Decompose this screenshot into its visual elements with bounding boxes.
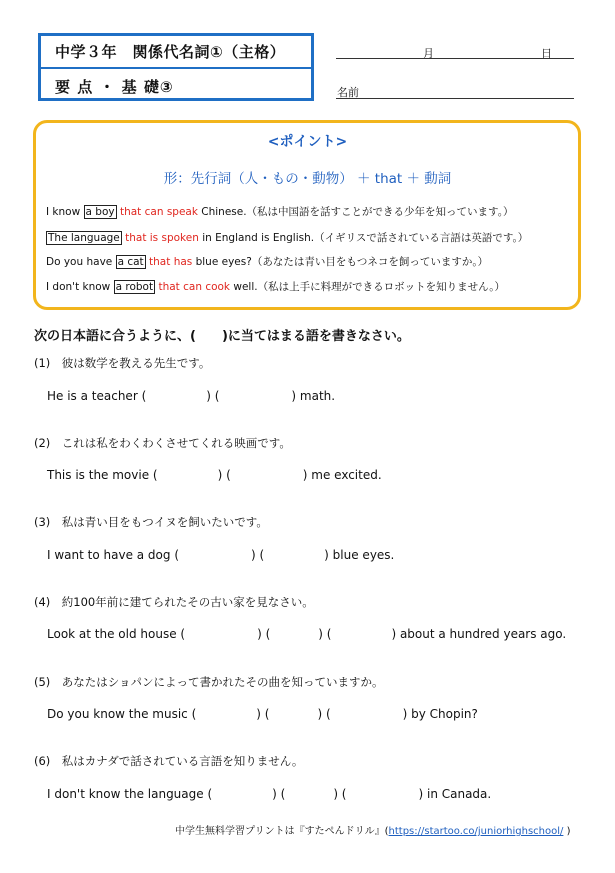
example-sentence: The language that is spoken in England is English.（イギリスで話されている言語は英語です。） bbox=[48, 232, 529, 244]
point-formula: 形：先行詞（人・もの・動物） ＋ that ＋ 動詞 bbox=[163, 171, 452, 187]
question-text: (4) 約100年前に建てられたその古い家を見なさい。 bbox=[34, 595, 314, 609]
date-line bbox=[336, 58, 574, 59]
answer-line: Look at the old house ( ) ( ) ( ) about a hundred years ago. bbox=[47, 627, 567, 641]
relative-clause: that is spoken bbox=[125, 232, 199, 244]
relative-clause: that has bbox=[149, 256, 193, 268]
footer: 中学生無料学習プリントは『すたぺんドリル』(https://startoo.co/juniorhighschool/ ) bbox=[175, 826, 571, 837]
example-sentence: I don't know a robot that can cook well.（私は上手に料理ができるロボットを知りません。） bbox=[46, 281, 505, 293]
worksheet-subtitle: 要 点 ・ 基 礎③ bbox=[55, 78, 174, 96]
antecedent-box: a robot bbox=[115, 281, 154, 293]
example-sentence: I know a boy that can speak Chinese.（私は中国語を話すことができる少年を知っています。） bbox=[46, 206, 514, 218]
month-label: 月 bbox=[423, 47, 434, 60]
point-heading: <ポイント> bbox=[267, 134, 348, 150]
answer-line: I don't know the language ( ) ( ) ( ) in Canada. bbox=[47, 787, 492, 801]
header-divider bbox=[41, 67, 311, 69]
relative-clause: that can cook bbox=[158, 281, 231, 293]
name-line bbox=[336, 98, 574, 99]
answer-line: He is a teacher ( ) ( ) math. bbox=[47, 389, 336, 403]
footer-link[interactable]: https://startoo.co/juniorhighschool/ bbox=[388, 826, 564, 837]
day-label: 日 bbox=[541, 47, 552, 60]
question-text: (3) 私は青い目をもつイヌを飼いたいです。 bbox=[34, 515, 268, 529]
example-sentence: Do you have a cat that has blue eyes?（あなたは青い目をもつネコを飼っていますか。） bbox=[46, 256, 489, 268]
answer-line: I want to have a dog ( ) ( ) blue eyes. bbox=[47, 548, 395, 562]
answer-line: Do you know the music ( ) ( ) ( ) by Chopin? bbox=[47, 707, 478, 721]
worksheet-title: 中学３年 関係代名詞①（主格） bbox=[55, 43, 286, 61]
question-text: (2) これは私をわくわくさせてくれる映画です。 bbox=[34, 436, 291, 450]
header-box bbox=[38, 33, 314, 101]
antecedent-box: a cat bbox=[117, 256, 144, 268]
answer-line: This is the movie ( ) ( ) me excited. bbox=[47, 468, 382, 482]
instruction: 次の日本語に合うように、( )に当てはまる語を書きなさい。 bbox=[34, 329, 410, 344]
antecedent-box: The language bbox=[48, 232, 120, 244]
question-text: (1) 彼は数学を教える先生です。 bbox=[34, 356, 211, 370]
relative-clause: that can speak bbox=[119, 206, 198, 218]
question-text: (6) 私はカナダで話されている言語を知りません。 bbox=[34, 754, 304, 768]
antecedent-box: a boy bbox=[85, 206, 115, 218]
question-text: (5) あなたはショパンによって書かれたその曲を知っていますか。 bbox=[34, 675, 384, 689]
name-label: 名前 bbox=[337, 86, 359, 99]
